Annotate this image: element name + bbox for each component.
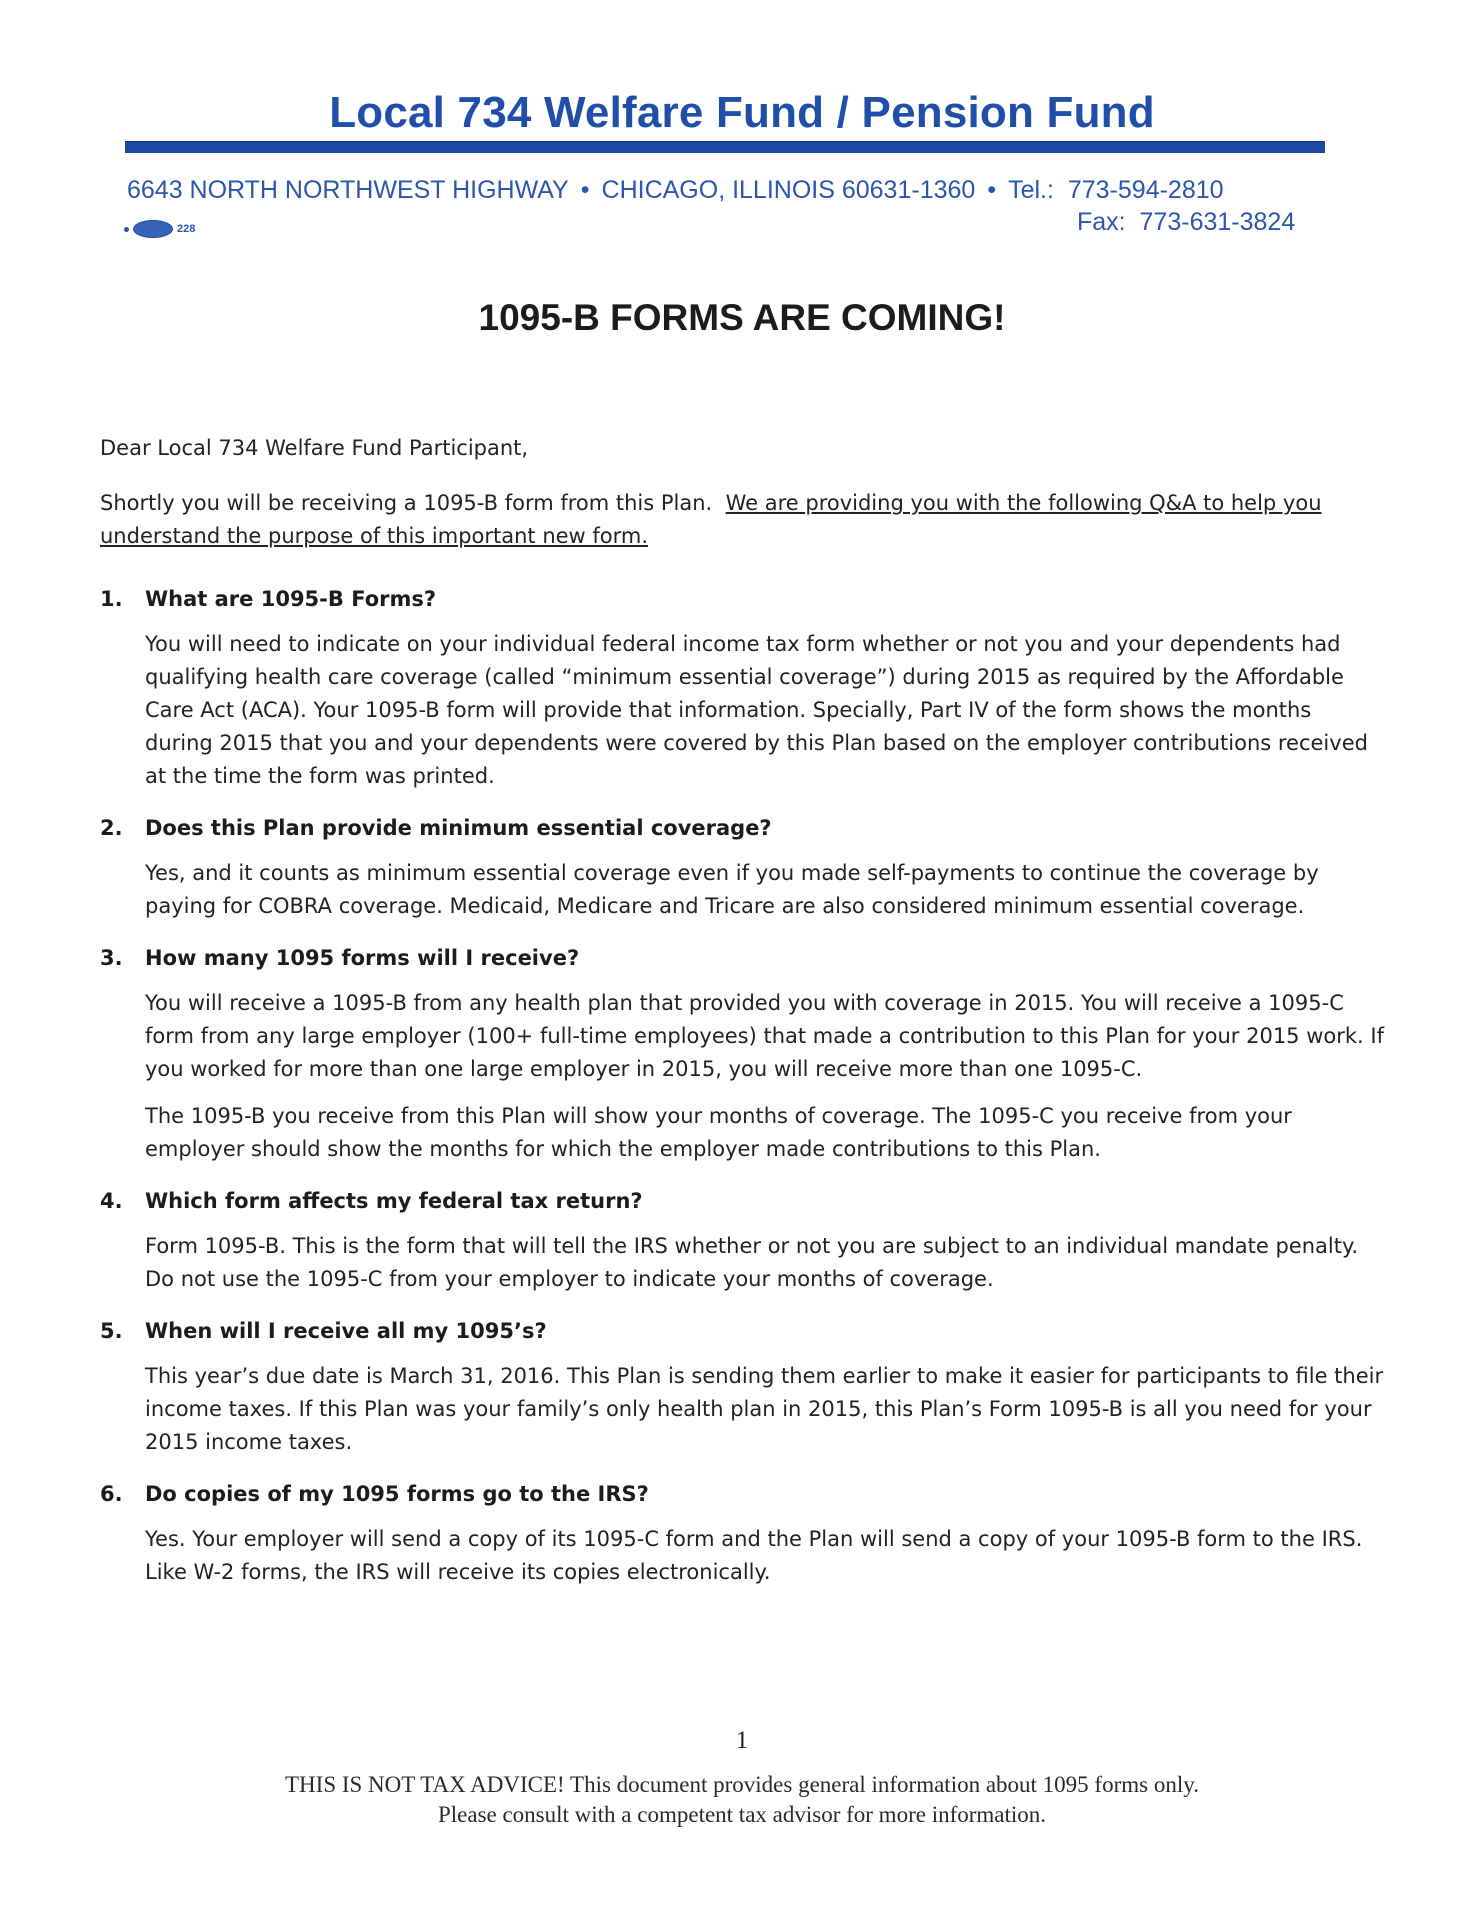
qa-question-text: What are 1095-B Forms?	[145, 587, 437, 611]
qa-number: 5.	[100, 1319, 123, 1343]
qa-question-text: How many 1095 forms will I receive?	[145, 946, 580, 970]
qa-answer-text: Yes. Your employer will send a copy of its 1095-C form and the Plan will send a copy of your 1095-B form to the IRS. Like W-2 forms, the IRS will receive its copies electronically.	[145, 1527, 1363, 1584]
qa-question	[100, 1184, 1400, 1218]
page-title: 1095-B FORMS ARE COMING!	[478, 297, 1006, 338]
qa-question	[100, 1314, 1400, 1348]
qa-answer	[145, 987, 1385, 1166]
qa-number: 6.	[100, 1482, 123, 1506]
footer-line-1: THIS IS NOT TAX ADVICE! This document provides general information about 1095 forms only.	[285, 1772, 1199, 1797]
fax-number: 773-631-3824	[1139, 208, 1296, 236]
qa-list	[100, 582, 1400, 1607]
letterhead-title: Local 734 Welfare Fund / Pension Fund	[329, 88, 1155, 137]
qa-answer	[145, 1360, 1385, 1459]
qa-item	[100, 811, 1400, 923]
qa-item	[100, 1477, 1400, 1589]
qa-question	[100, 811, 1400, 845]
qa-item	[100, 1184, 1400, 1296]
qa-answer-text: Yes, and it counts as minimum essential coverage even if you made self-payments to continue the coverage by paying for COBRA coverage. Medicaid, Medicare and Tricare are also considered minimum essential coverage.	[145, 861, 1319, 918]
union-dot-icon	[124, 227, 129, 232]
page-number: 1	[735, 1727, 749, 1754]
qa-question-text: Which form affects my federal tax return?	[145, 1189, 643, 1213]
qa-answer-text: The 1095-B you receive from this Plan will show your months of coverage. The 1095-C you receive from your employer should show the months for which the employer made contributions to this Plan.	[145, 1104, 1292, 1161]
intro-plain: Shortly you will be receiving a 1095-B form from this Plan.	[100, 491, 713, 515]
letterhead-address-line	[127, 176, 1327, 205]
qa-answer	[145, 857, 1385, 923]
separator-bullet: •	[580, 176, 590, 204]
qa-item	[100, 941, 1400, 1166]
qa-number: 1.	[100, 587, 123, 611]
qa-answer	[145, 1230, 1385, 1296]
city-state-zip: CHICAGO, ILLINOIS 60631-1360	[601, 176, 976, 204]
tel-number: 773-594-2810	[1067, 176, 1224, 204]
qa-answer-text: This year’s due date is March 31, 2016. This Plan is sending them earlier to make it easier for participants to file their income taxes. If this Plan was your family’s only health plan in 2015, this Plan’s Form 1095-B is all you need for your 2015 income taxes.	[145, 1364, 1384, 1454]
qa-question	[100, 941, 1400, 975]
intro-paragraph	[100, 487, 1390, 553]
qa-number: 3.	[100, 946, 123, 970]
qa-item	[100, 582, 1400, 793]
footer-disclaimer	[0, 1770, 1484, 1830]
letterhead-fax-line	[1077, 208, 1295, 237]
union-mark-number: 228	[177, 223, 196, 235]
fax-label: Fax:	[1077, 208, 1126, 236]
union-label-icon	[124, 219, 195, 239]
qa-item	[100, 1314, 1400, 1459]
qa-question-text: When will I receive all my 1095’s?	[145, 1319, 547, 1343]
street-address: 6643 NORTH NORTHWEST HIGHWAY	[127, 176, 569, 204]
tel-label: Tel.:	[1008, 176, 1054, 204]
qa-number: 2.	[100, 816, 123, 840]
separator-bullet: •	[987, 176, 997, 204]
union-oval-icon	[133, 220, 173, 238]
qa-answer-text: You will receive a 1095-B from any health plan that provided you with coverage in 2015. You will receive a 1095-C form from any large employer (100+ full-time employees) that made a contribution to this Plan for your 2015 work. If you worked for more than one large employer in 2015, you will receive more than one 1095-C.	[145, 991, 1384, 1081]
qa-number: 4.	[100, 1189, 123, 1213]
qa-question	[100, 1477, 1400, 1511]
qa-question-text: Do copies of my 1095 forms go to the IRS?	[145, 1482, 649, 1506]
intro-underlined: We are providing you with the following Q&A to help you understand the purpose of this important new form.	[100, 491, 1322, 548]
qa-answer-text: Form 1095-B. This is the form that will tell the IRS whether or not you are subject to an individual mandate penalty. Do not use the 1095-C from your employer to indicate your months of coverage.	[145, 1234, 1359, 1291]
qa-answer-text: You will need to indicate on your individual federal income tax form whether or not you and your dependents had qualifying health care coverage (called “minimum essential coverage”) during 2015 as required by the Affordable Care Act (ACA). Your 1095-B form will provide that information. Specially, Part IV of the form shows the months during 2015 that you and your dependents were covered by this Plan based on the employer contributions received at the time the form was printed.	[145, 632, 1368, 788]
letterhead-rule	[125, 141, 1325, 153]
qa-answer	[145, 628, 1385, 793]
salutation: Dear Local 734 Welfare Fund Participant,	[100, 436, 529, 460]
qa-question-text: Does this Plan provide minimum essential coverage?	[145, 816, 772, 840]
qa-answer	[145, 1523, 1385, 1589]
footer-line-2: Please consult with a competent tax advisor for more information.	[437, 1802, 1047, 1827]
qa-question	[100, 582, 1400, 616]
